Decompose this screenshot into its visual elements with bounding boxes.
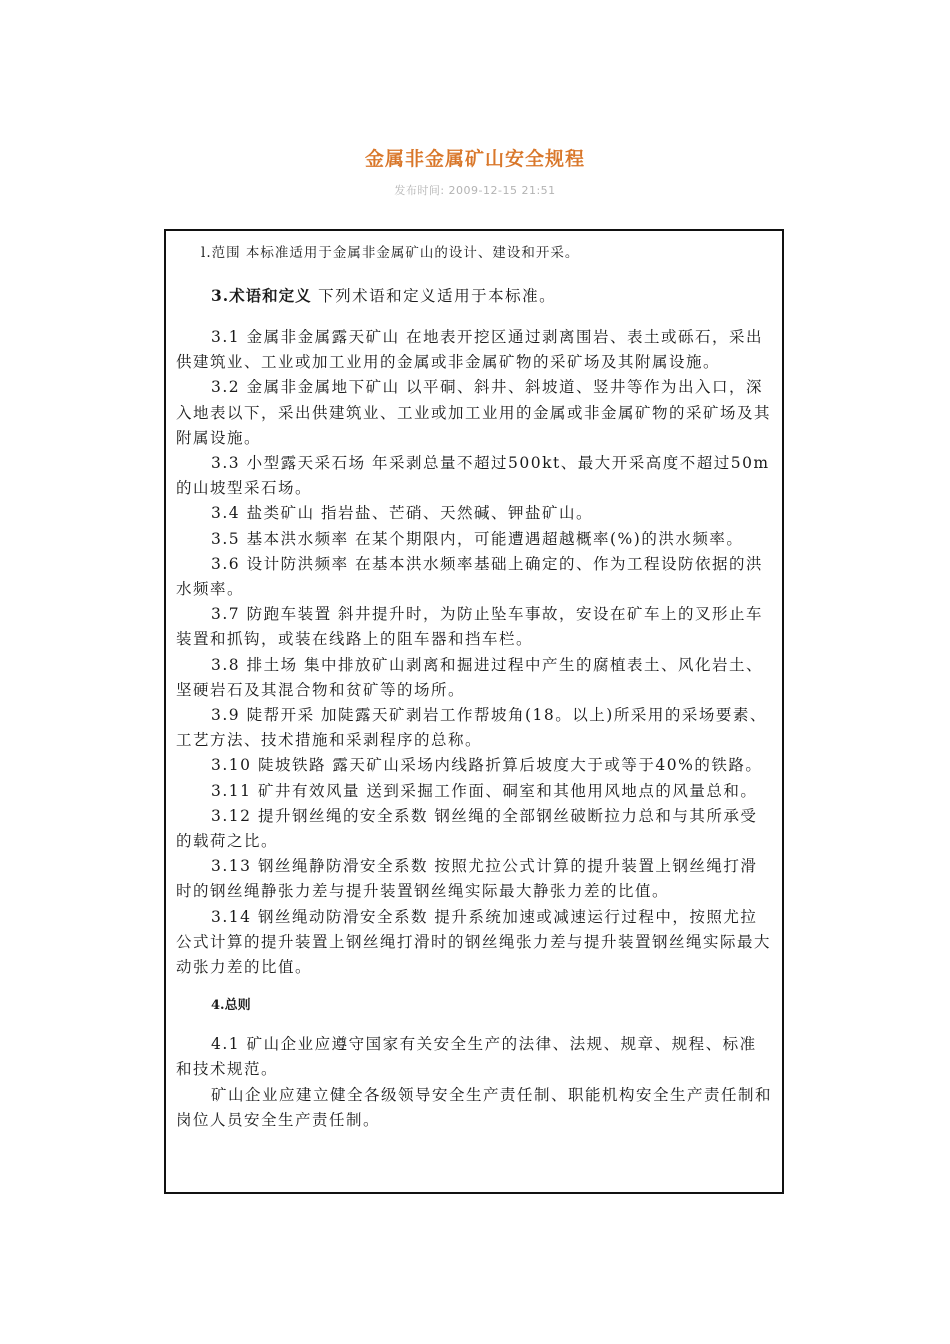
- term-item: 3.6 设计防洪频率 在基本洪水频率基础上确定的、作为工程设防依据的洪水频率。: [176, 554, 764, 599]
- term-item: 3.3 小型露天采石场 年采剥总量不超过500kt、最大开采高度不超过50m的山坡型采石场。: [176, 454, 770, 498]
- terms-heading-paragraph: [176, 282, 772, 310]
- terms-intro: 下列术语和定义适用于本标准。: [318, 286, 557, 305]
- scope-paragraph: l.范围 本标准适用于金属非金属矿山的设计、建设和开采。: [201, 245, 580, 261]
- term-item: 3.9 陡帮开采 加陡露天矿剥岩工作帮坡角(18。以上)所采用的采场要素、工艺方法、技术措施和采剥程序的总称。: [176, 706, 767, 750]
- general-item: 矿山企业应建立健全各级领导安全生产责任制、职能机构安全生产责任制和岗位人员安全生产责任制。: [176, 1085, 773, 1129]
- term-item: 3.2 金属非金属地下矿山 以平硐、斜井、斜坡道、竖井等作为出入口，深入地表以下，采出供建筑业、工业或加工业用的金属或非金属矿物的采矿场及其附属设施。: [176, 378, 772, 447]
- content-box: [164, 229, 784, 1194]
- terms-heading: 3.术语和定义: [211, 285, 312, 305]
- term-item: 3.13 钢丝绳静防滑安全系数 按照尤拉公式计算的提升装置上钢丝绳打滑时的钢丝绳静张力差与提升装置钢丝绳实际最大静张力差的比值。: [176, 857, 758, 901]
- term-item: 3.5 基本洪水频率 在某个期限内，可能遭遇超越概率(%)的洪水频率。: [211, 529, 744, 548]
- general-item: 4.1 矿山企业应遵守国家有关安全生产的法律、法规、规章、规程、标准和技术规范。: [176, 1035, 757, 1079]
- term-item: 3.14 钢丝绳动防滑安全系数 提升系统加速或减速运行过程中，按照尤拉公式计算的提升装置上钢丝绳打滑时的钢丝绳张力差与提升装置钢丝绳实际最大动张力差的比值。: [176, 907, 772, 977]
- term-item: 3.1 金属非金属露天矿山 在地表开挖区通过剥离围岩、表土或砾石，采出供建筑业、工业或加工业用的金属或非金属矿物的采矿场及其附属设施。: [176, 328, 764, 372]
- general-heading: 4.总则: [211, 998, 251, 1014]
- term-item: 3.10 陡坡铁路 露天矿山采场内线路折算后坡度大于或等于40%的铁路。: [211, 756, 763, 775]
- document-title: 金属非金属矿山安全规程: [364, 148, 585, 170]
- term-item: 3.7 防跑车装置 斜井提升时，为防止坠车事故，安设在矿车上的叉形止车装置和抓钩，或装在线路上的阻车器和挡车栏。: [176, 605, 764, 649]
- term-item: 3.12 提升钢丝绳的安全系数 钢丝绳的全部钢丝破断拉力总和与其所承受的载荷之比。: [176, 806, 758, 851]
- term-item: 3.4 盐类矿山 指岩盐、芒硝、天然碱、钾盐矿山。: [211, 504, 594, 523]
- publish-date: 发布时间: 2009-12-15 21:51: [394, 184, 556, 197]
- term-item: 3.11 矿井有效风量 送到采掘工作面、硐室和其他用风地点的风量总和。: [211, 781, 758, 800]
- term-item: 3.8 排土场 集中排放矿山剥离和掘进过程中产生的腐植表土、风化岩土、坚硬岩石及其混合物和贫矿等的场所。: [176, 655, 764, 699]
